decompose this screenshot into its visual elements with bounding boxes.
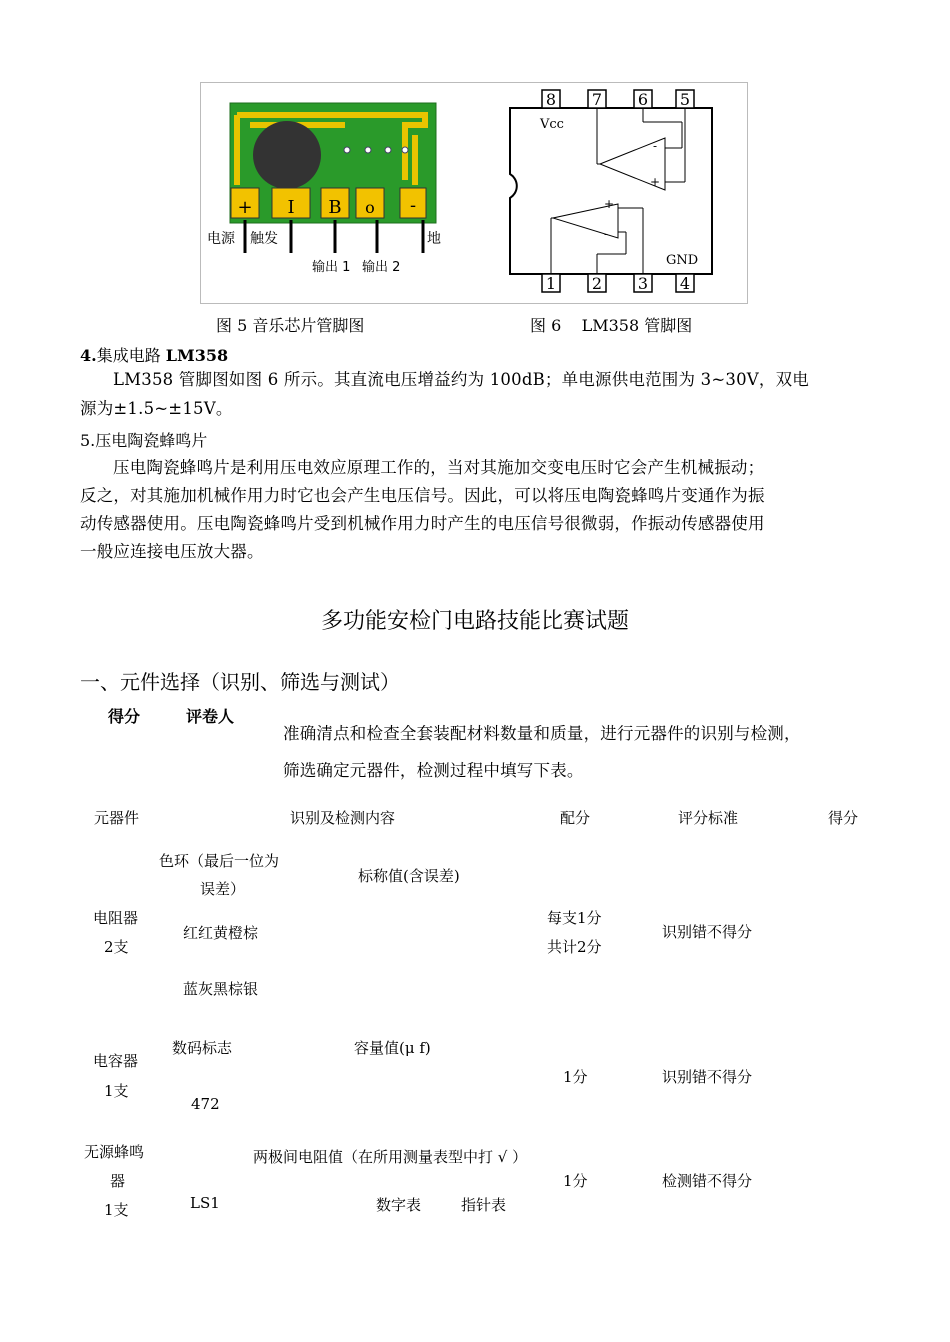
svg-text:+: + — [604, 197, 615, 211]
header-criteria: 评分标准 — [678, 809, 739, 827]
section5-line4: 一般应连接电压放大器。 — [80, 542, 264, 561]
pin-o: o — [365, 198, 375, 217]
section4-num: 4. — [80, 346, 97, 365]
buzzer-name-c: 1支 — [104, 1201, 129, 1219]
buzzer-meter-analog: 指针表 — [461, 1196, 507, 1214]
pin-minus: - — [409, 195, 417, 216]
pin-5: 5 — [679, 90, 691, 109]
capacitor-col2-header: 容量值(μ f) — [354, 1039, 431, 1057]
figure6-caption: 图 6 LM358 管脚图 — [530, 316, 693, 335]
capacitor-criteria: 识别错不得分 — [662, 1068, 753, 1086]
resistor-name-a: 电阻器 — [93, 909, 139, 927]
buzzer-meter-digital: 数字表 — [376, 1196, 422, 1214]
vcc-label: Vcc — [540, 117, 564, 132]
resistor-name-b: 2支 — [104, 938, 129, 956]
capacitor-name-a: 电容器 — [93, 1052, 139, 1070]
instruction-line2: 筛选确定元器件，检测过程中填写下表。 — [283, 761, 584, 780]
resistor-score-a: 每支1分 — [547, 909, 602, 927]
resistor-score-b: 共计2分 — [547, 938, 602, 956]
header-score: 得分 — [828, 809, 859, 827]
capacitor-name-b: 1支 — [104, 1082, 129, 1100]
buzzer-item: LS1 — [190, 1194, 220, 1212]
label-power: 电源 — [207, 231, 235, 247]
header-component: 元器件 — [94, 809, 140, 827]
grader-label: 评卷人 — [186, 707, 235, 726]
section4-heading-text: 集成电路 — [96, 346, 166, 365]
pin-7: 7 — [591, 90, 603, 109]
resistor-col2-header: 标称值(含误差) — [358, 867, 460, 885]
buzzer-score: 1分 — [563, 1172, 588, 1190]
label-out1: 输出 1 — [312, 260, 351, 275]
capacitor-col1-header: 数码标志 — [172, 1039, 233, 1057]
svg-text:+: + — [650, 175, 661, 189]
resistor-item-1: 红红黄橙棕 — [183, 924, 259, 942]
pin-b: B — [328, 197, 342, 218]
pin-2: 2 — [591, 274, 603, 293]
pin-plus: + — [237, 197, 253, 218]
pin-i: I — [287, 197, 295, 218]
pin-1: 1 — [545, 274, 557, 293]
section4-heading — [80, 343, 228, 366]
resistor-criteria: 识别错不得分 — [662, 923, 753, 941]
op-amp-symbols — [551, 108, 685, 274]
chip-blob — [253, 121, 321, 189]
pin-6: 6 — [637, 90, 649, 109]
section5-line3: 动传感器使用。压电陶瓷蜂鸣片受到机械作用力时产生的电压信号很微弱，作振动传感器使用 — [80, 514, 765, 533]
buzzer-name-a: 无源蜂鸣 — [84, 1143, 145, 1161]
exam-title: 多功能安检门电路技能比赛试题 — [320, 609, 629, 634]
svg-text:-: - — [604, 227, 609, 241]
gnd-label: GND — [666, 253, 699, 268]
resistor-col1-header-b: 误差） — [200, 880, 246, 898]
section5-line2: 反之，对其施加机械作用力时它也会产生电压信号。因此，可以将压电陶瓷蜂鸣片变通作为振 — [80, 486, 765, 505]
section5-heading: 5.压电陶瓷蜂鸣片 — [80, 431, 208, 450]
buzzer-criteria: 检测错不得分 — [662, 1172, 753, 1190]
header-content: 识别及检测内容 — [290, 809, 396, 827]
capacitor-item: 472 — [191, 1095, 220, 1113]
pin-3: 3 — [637, 274, 649, 293]
score-label: 得分 — [108, 707, 141, 726]
figure5-caption: 图 5 音乐芯片管脚图 — [216, 316, 365, 335]
capacitor-score: 1分 — [563, 1068, 588, 1086]
section4-line1: LM358 管脚图如图 6 所示。其直流电压增益约为 100dB；单电源供电范围为 3~30V，双电 — [113, 370, 809, 389]
lm358-pinout-figure — [500, 86, 730, 296]
resistor-col1-header-a: 色环（最后一位为 — [159, 852, 280, 870]
label-out2: 输出 2 — [362, 260, 401, 275]
part1-heading: 一、元件选择（识别、筛选与测试） — [80, 670, 400, 694]
section4-line2: 源为±1.5~±15V。 — [80, 399, 233, 418]
resistor-item-2: 蓝灰黑棕银 — [183, 980, 259, 998]
section4-heading-bold: LM358 — [165, 346, 229, 365]
header-points: 配分 — [560, 809, 591, 827]
buzzer-name-b: 器 — [110, 1172, 126, 1190]
buzzer-content: 两极间电阻值（在所用测量表型中打 √ ） — [253, 1148, 528, 1166]
pin-4: 4 — [679, 274, 691, 293]
instruction-line1: 准确清点和检查全套装配材料数量和质量，进行元器件的识别与检测， — [283, 724, 801, 743]
section5-line1: 压电陶瓷蜂鸣片是利用压电效应原理工作的，当对其施加交变电压时它会产生机械振动； — [113, 458, 765, 477]
svg-text:-: - — [653, 139, 658, 153]
pin-8: 8 — [545, 90, 557, 109]
label-trigger: 触发 — [250, 231, 278, 247]
label-ground: 地 — [427, 231, 441, 247]
